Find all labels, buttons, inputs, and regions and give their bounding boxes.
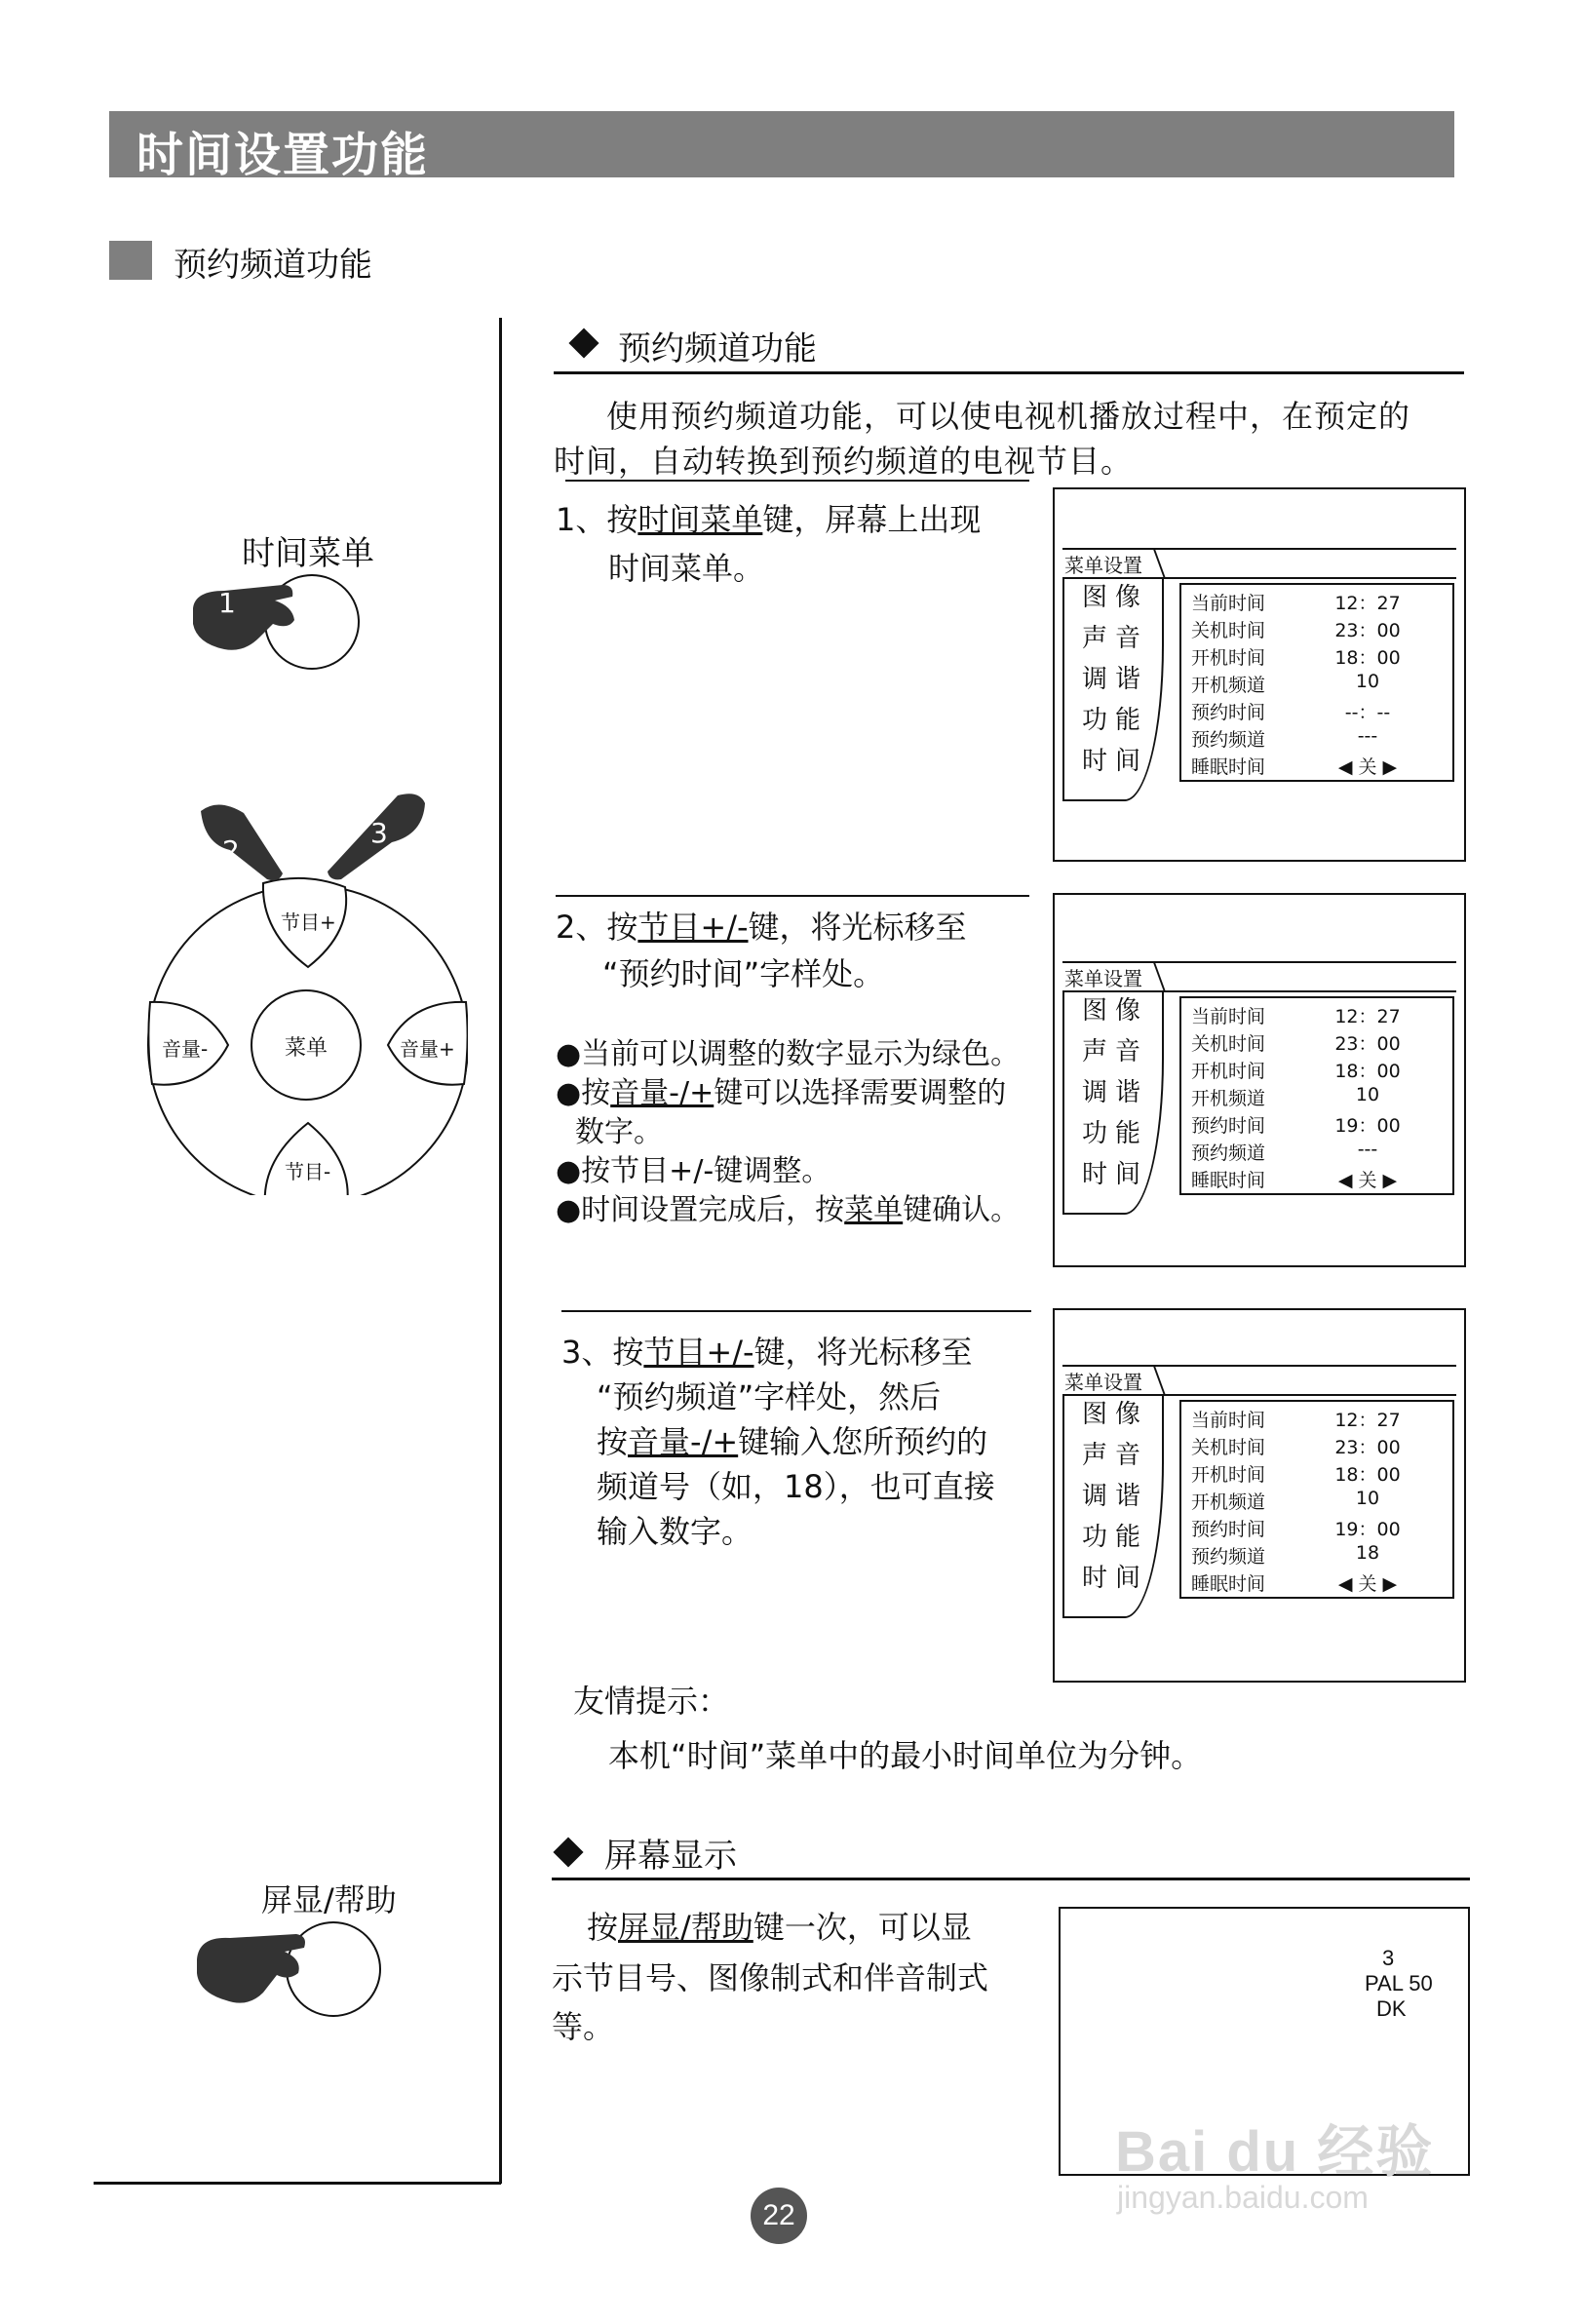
step2-line2: “预约时间”字样处。 [602,955,885,992]
step3-line5: 输入数字。 [597,1513,753,1550]
sub2-line2: 示节目号、图像制式和伴音制式 [552,1959,989,1996]
osd-side-item: 时间 [1082,1160,1149,1189]
osd-menu-box-2 [1053,893,1466,1267]
osd-side-item: 功能 [1082,706,1149,735]
volume-key: 音量-/+ [628,1423,739,1460]
osd-menu-box-1 [1053,487,1466,862]
osd-title: 菜单设置 [1064,554,1142,577]
osd-row: 关机时间 23：00 [1191,1437,1401,1458]
watermark-logo: Bai du 经验 [1115,2120,1435,2184]
osd-title: 菜单设置 [1064,967,1142,990]
watermark-url: jingyan.baidu.com [1117,2180,1369,2215]
osd-row: 睡眠时间 ◀ 关 ▶ [1191,756,1398,778]
osd-side-item: 图像 [1082,583,1149,612]
bullet-4-post: 键确认。 [903,1193,1021,1227]
step-rule [565,480,1029,482]
osd-side-item: 声音 [1082,1037,1149,1066]
osd-side-item: 调谐 [1082,1482,1149,1511]
prog-key: 节目+/- [637,909,749,946]
bullet-2-post: 键可以选择需要调整的 [714,1076,1007,1110]
osd-side-item: 时间 [1082,747,1149,776]
sub2-line1-pre: 按 [587,1909,619,1946]
osd-row: 当前时间 12：27 [1191,593,1401,614]
osd-row: 预约频道 18 [1191,1542,1380,1568]
osd-side-item: 功能 [1082,1119,1149,1148]
osd-row: 开机时间 18：00 [1191,647,1401,669]
bullet-1: ●当前可以调整的数字显示为绿色。 [556,1037,1021,1071]
intro-line-2: 时间，自动转换到预约频道的电视节目。 [554,443,1134,480]
step2-prefix: 2、按 [556,909,638,946]
osd-row: 当前时间 12：27 [1191,1006,1401,1027]
bullet-4 [556,1185,1020,1228]
step1-line2: 时间菜单。 [608,550,765,587]
osd-side-item: 调谐 [1082,1078,1149,1107]
time-menu-key: 时间菜单 [637,501,763,538]
osd-title-bar [1062,548,1456,579]
osd-side-menu [1062,990,1164,1215]
step3-prefix: 3、按 [561,1334,644,1371]
osd-row: 预约时间 19：00 [1191,1115,1401,1137]
finger-number: 2 [222,834,240,867]
osd-row: 睡眠时间 ◀ 关 ▶ [1191,1573,1398,1595]
osd-row: 预约时间 19：00 [1191,1519,1401,1540]
osd-row: 开机频道 10 [1191,1488,1380,1513]
volume-key: 音量-/+ [610,1076,714,1110]
display-help-key: 屏显/帮助 [618,1909,753,1946]
sub2-line1-post: 键一次，可以显 [753,1909,972,1946]
osd-rows [1179,583,1454,782]
remote-control-illustration [136,786,468,1195]
prog-up-label: 节目+ [281,910,336,934]
display-help-label: 屏显/帮助 [261,1881,397,1918]
menu-key: 菜单 [844,1193,904,1227]
tip-label: 友情提示： [573,1683,730,1720]
time-menu-label: 时间菜单 [242,534,374,573]
step2-suffix: 键，将光标移至 [748,909,967,946]
bullet-2 [556,1068,1006,1111]
display-sound: DK [1376,1996,1407,2021]
section-square-icon [109,241,152,280]
osd-rows [1179,1400,1454,1599]
osd-title-bar [1062,1365,1456,1396]
display-channel: 3 [1382,1946,1395,1970]
osd-row: 预约频道 --- [1191,725,1378,751]
display-help-button-illustration [191,1917,386,2034]
section-title: 预约频道功能 [174,246,372,285]
pointing-hand-icon [201,804,283,880]
bullet-2-pre: ●按 [556,1076,611,1110]
step3-line2: “预约频道”字样处，然后 [597,1378,942,1415]
subsection-title: 预约频道功能 [618,329,817,368]
page-header-bar [109,111,1454,182]
finger-number: 1 [218,587,236,619]
prog-down-label: 节目- [285,1160,331,1183]
step3-line3 [597,1417,987,1462]
bullet-3: ●按节目+/-键调整。 [556,1154,831,1188]
step2-line1 [556,903,967,948]
osd-rows [1179,996,1454,1195]
osd-side-menu [1062,1394,1164,1618]
diamond-bullet-icon [568,328,598,358]
subsection-rule [554,371,1464,374]
time-menu-button-illustration [185,565,380,682]
osd-side-item: 功能 [1082,1523,1149,1552]
prog-key: 节目+/- [643,1334,754,1371]
osd-row: 当前时间 12：27 [1191,1410,1401,1431]
osd-row: 开机频道 10 [1191,1084,1380,1109]
step1-suffix: 键，屏幕上出现 [762,501,982,538]
step3-suffix: 键，将光标移至 [753,1334,973,1371]
osd-title: 菜单设置 [1064,1371,1142,1394]
step3-line1 [561,1328,973,1373]
osd-side-item: 调谐 [1082,665,1149,694]
tip-text: 本机“时间”菜单中的最小时间单位为分钟。 [608,1737,1203,1774]
osd-row: 睡眠时间 ◀ 关 ▶ [1191,1170,1398,1191]
subsection-title: 屏幕显示 [604,1837,737,1876]
bullet-2-line2: 数字。 [575,1115,663,1149]
step1-line1 [556,495,981,540]
osd-side-item: 时间 [1082,1564,1149,1593]
diamond-bullet-icon [553,1837,583,1867]
osd-row: 关机时间 23：00 [1191,620,1401,641]
subsection-rule [552,1878,1470,1880]
column-divider [499,318,502,2184]
intro-line-1: 使用预约频道功能，可以使电视机播放过程中，在预定的 [606,398,1411,435]
menu-label: 菜单 [285,1036,328,1061]
page-number: 22 [751,2188,807,2244]
osd-row: 预约时间 --：-- [1191,702,1391,723]
osd-side-item: 声音 [1082,624,1149,653]
sub2-line1 [587,1903,972,1948]
step3-line4: 频道号（如，18），也可直接 [597,1468,995,1505]
osd-row: 关机时间 23：00 [1191,1033,1401,1055]
step-rule [556,895,1029,897]
bullet-4-pre: ●时间设置完成后，按 [556,1193,845,1227]
osd-row: 预约频道 --- [1191,1139,1378,1164]
osd-side-item: 图像 [1082,996,1149,1026]
page-title: 时间设置功能 [136,128,430,182]
finger-number: 3 [370,817,388,849]
osd-row: 开机频道 10 [1191,671,1380,696]
step1-prefix: 1、按 [556,501,638,538]
osd-row: 开机时间 18：00 [1191,1061,1401,1082]
step3-line3-post: 键输入您所预约的 [738,1423,988,1460]
pointing-hand-icon [197,1934,305,2003]
sub2-line3: 等。 [552,2008,615,2045]
osd-menu-box-3 [1053,1308,1466,1683]
osd-side-item: 声音 [1082,1441,1149,1470]
vol-down-label: 音量- [162,1037,209,1061]
osd-title-bar [1062,961,1456,992]
osd-side-item: 图像 [1082,1400,1149,1429]
osd-side-menu [1062,577,1164,801]
osd-row: 开机时间 18：00 [1191,1464,1401,1486]
bottom-left-rule [94,2182,501,2185]
display-system: PAL 50 [1365,1971,1433,1995]
step-rule [561,1310,1031,1312]
step3-line3-pre: 按 [597,1423,629,1460]
vol-up-label: 音量+ [400,1037,455,1061]
